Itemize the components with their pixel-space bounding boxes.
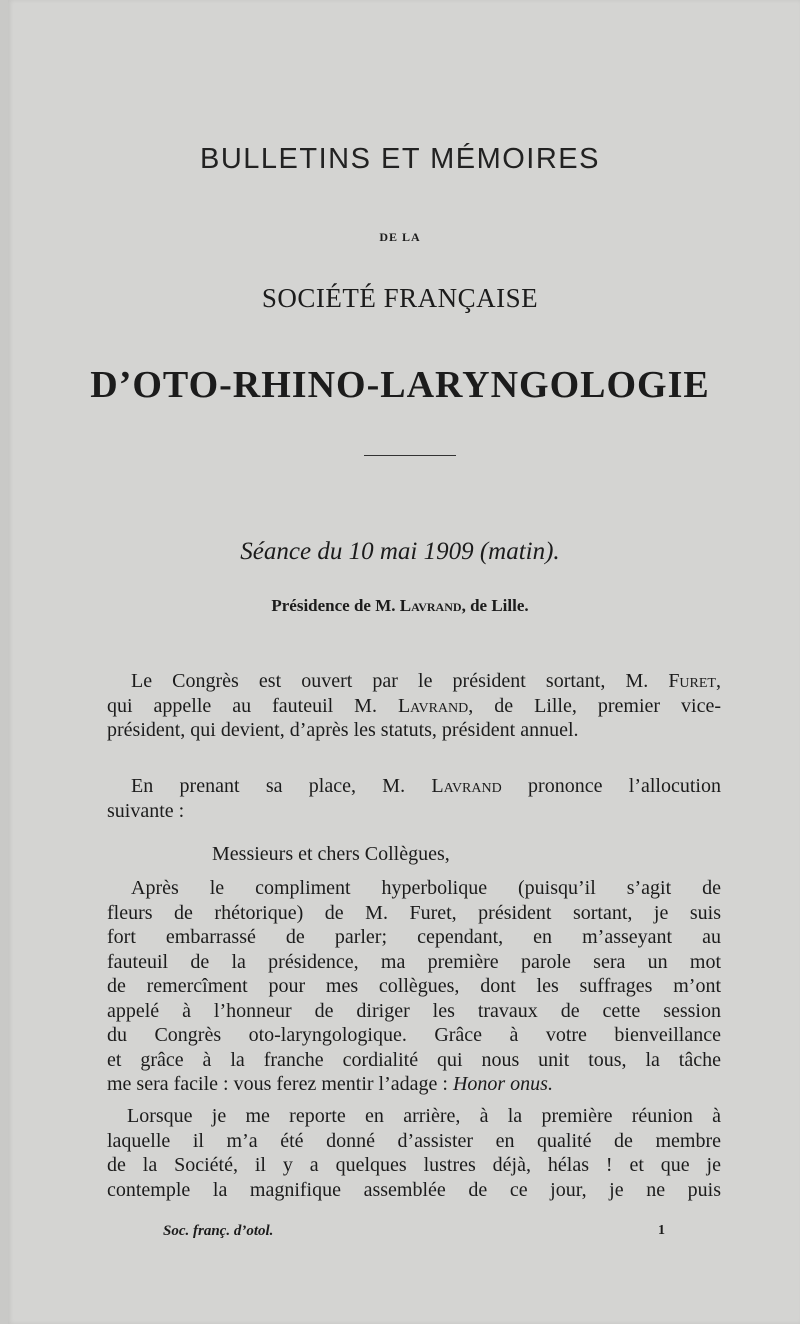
text-line: appelé à l’honneur de diriger les travaux de cette session xyxy=(107,999,721,1022)
paragraph-opening xyxy=(107,669,721,743)
text-line: me sera facile : vous ferez mentir l’adage : Honor onus. xyxy=(107,1073,553,1095)
text-line: président, qui devient, d’après les statuts, président annuel. xyxy=(107,719,579,741)
text-line: Lorsque je me reporte en arrière, à la première réunion à xyxy=(127,1105,721,1127)
text-line: de remercîment pour mes collègues, dont les suffrages m’ont xyxy=(107,975,721,997)
text-line: fauteuil de la présidence, ma première parole sera un mot xyxy=(107,950,721,973)
text-line: de la Société, il y a quelques lustres déjà, hélas ! et que je xyxy=(107,1154,721,1176)
paragraph-allocution-intro xyxy=(107,774,721,823)
text-line: et grâce à la franche cordialité qui nous unit tous, la tâche xyxy=(107,1048,721,1071)
text-line: qui appelle au fauteuil M. Lavrand, de Lille, premier vice- xyxy=(107,694,721,717)
text-line: suivante : xyxy=(107,799,185,822)
text-line: En prenant sa place, M. Lavrand prononce l’allocution xyxy=(131,775,721,797)
paragraph-speech-2 xyxy=(107,1104,721,1202)
footer-sheet-number: 1 xyxy=(658,1223,665,1238)
session-heading: Séance du 10 mai 1909 (matin). xyxy=(240,538,560,565)
text-line: fleurs de rhétorique) de M. Furet, président sortant, je suis xyxy=(107,901,721,924)
title-specialty: D’OTO-RHINO-LARYNGOLOGIE xyxy=(90,364,710,406)
salutation-text: Messieurs et chers Collègues, xyxy=(212,843,450,865)
text-line: Après le compliment hyperbolique (puisqu’il s’agit de xyxy=(131,877,721,899)
text-line: contemple la magnifique assemblée de ce jour, je ne puis xyxy=(107,1178,721,1201)
title-bulletins: BULLETINS ET MÉMOIRES xyxy=(200,143,600,175)
separator-rule xyxy=(364,455,456,456)
presidence-name: Lavrand xyxy=(399,596,462,615)
latin-adage: Honor onus. xyxy=(452,1073,553,1095)
presidence-line xyxy=(0,596,800,616)
text-line: laquelle il m’a été donné d’assister en qualité de membre xyxy=(107,1129,721,1152)
text-line: fort embarrassé de parler; cependant, en m’asseyant au xyxy=(107,926,721,948)
text-line: Le Congrès est ouvert par le président sortant, M. Furet, xyxy=(131,670,721,692)
footer-signature: Soc. franç. d’otol. xyxy=(163,1223,274,1239)
text-line: du Congrès oto-laryngologique. Grâce à votre bienveillance xyxy=(107,1024,721,1046)
title-societe: SOCIÉTÉ FRANÇAISE xyxy=(261,283,539,313)
presidence-suffix: , de Lille. xyxy=(461,596,529,615)
paragraph-speech-1 xyxy=(107,876,721,1097)
title-de-la: DE LA xyxy=(379,230,421,244)
presidence-prefix: Présidence de M. xyxy=(271,596,400,615)
salutation xyxy=(107,842,721,867)
